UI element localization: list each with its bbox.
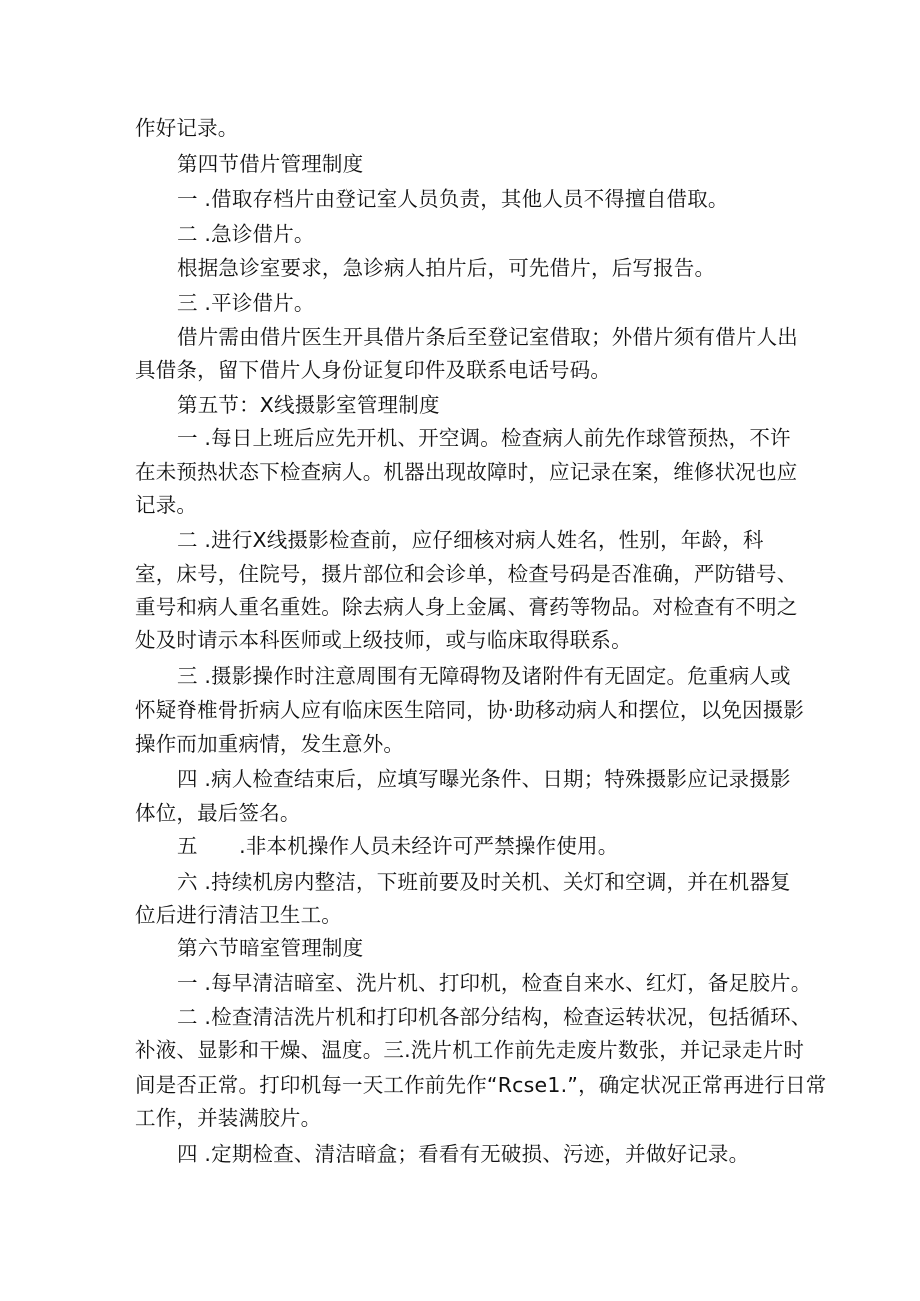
- text-line: 体位，最后签名。: [135, 801, 301, 825]
- text-line: 工作，并装满胶片。: [135, 1106, 322, 1130]
- text-line: 一 .每日上班后应先开机、开空调。检查病人前先作球管预热，不许: [177, 426, 791, 450]
- text-line: 一 .借取存档片由登记室人员负责，其他人员不得擅自借取。: [177, 187, 729, 211]
- text-line: 补液、显影和干燥、温度。三.洗片机工作前先走废片数张，并记录走片时: [135, 1038, 805, 1062]
- text-line: 六 .持续机房内整洁，下班前要及时关机、关灯和空调，并在机器复: [177, 870, 791, 894]
- text-line: 室，床号，住院号，摄片部位和会诊单，检查号码是否准确，严防错号、: [135, 562, 798, 586]
- section-heading: 第四节借片管理制度: [177, 152, 364, 176]
- text-line: 操作而加重病情，发生意外。: [135, 732, 405, 756]
- section-heading: 第五节：X线摄影室管理制度: [177, 393, 440, 417]
- text-line: 四 .病人检查结束后，应填写曝光条件、日期；特殊摄影应记录摄影: [177, 767, 791, 791]
- text-line: 根据急诊室要求，急诊病人拍片后，可先借片，后写报告。: [177, 256, 716, 280]
- text-line: 记录。: [135, 493, 198, 517]
- text-line: 重号和病人重名重姓。除去病人身上金属、膏药等物品。对检查有不明之: [135, 595, 798, 619]
- text-line: 三 .平诊借片。: [177, 291, 315, 315]
- text-line: 一 .每早清洁暗室、洗片机、打印机，检查自来水、红灯，备足胶片。: [177, 971, 812, 995]
- text-line: 处及时请示本科医师或上级技师，或与临床取得联系。: [135, 628, 632, 652]
- text-line: 五 .非本机操作人员未经许可严禁操作使用。: [177, 834, 619, 858]
- text-line: 具借条，留下借片人身份证复印件及联系电话号码。: [135, 358, 612, 382]
- text-line: 二 .进行X线摄影检查前，应仔细核对病人姓名，性别，年龄，科: [177, 528, 764, 552]
- text-line: 怀疑脊椎骨折病人应有临床医生陪同，协·助移动病人和摆位，以免因摄影: [135, 698, 805, 722]
- text-line: 二 .急诊借片。: [177, 222, 315, 246]
- text-line: 借片需由借片医生开具借片条后至登记室借取；外借片须有借片人出: [177, 325, 798, 349]
- text-line: 在未预热状态下检查病人。机器出现故障时，应记录在案，维修状况也应: [135, 460, 798, 484]
- text-line: 二 .检查清洁洗片机和打印机各部分结构，检查运转状况，包括循环、: [177, 1005, 812, 1029]
- text-line: 间是否正常。打印机每一天工作前先作“Rcse1.”，确定状况正常再进行日常: [135, 1073, 827, 1097]
- text-line: 三 .摄影操作时注意周围有无障碍物及诸附件有无固定。危重病人或: [177, 664, 791, 688]
- section-heading: 第六节暗室管理制度: [177, 936, 364, 960]
- text-line: 位后进行清洁卫生工。: [135, 903, 342, 927]
- text-line: 四 .定期检查、清洁暗盒；看看有无破损、污迹，并做好记录。: [177, 1142, 750, 1166]
- text-line: 作好记录。: [135, 116, 239, 140]
